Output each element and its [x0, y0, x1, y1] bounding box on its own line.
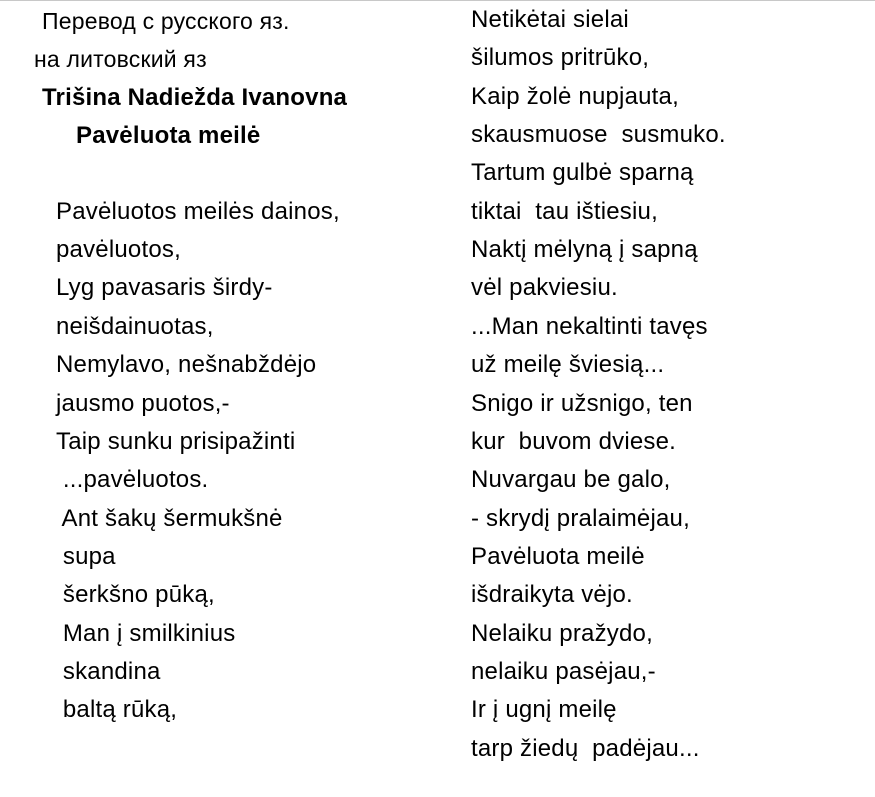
left-line-5: Nemylavo, nešnabždėjo	[56, 351, 317, 378]
right-line-15: Pavėluota meilė	[471, 543, 645, 570]
left-line-6: jausmo puotos,-	[56, 390, 230, 417]
translation-note-line-1: Перевод с русского яз.	[42, 8, 290, 34]
right-line-19: Ir į ugnį meilę	[471, 696, 617, 723]
right-line-10: už meilę šviesią...	[471, 351, 665, 378]
right-line-11: Snigo ir užsnigo, ten	[471, 390, 693, 417]
right-line-8: vėl pakviesiu.	[471, 274, 618, 301]
right-line-4: skausmuose susmuko.	[471, 121, 726, 148]
left-line-12: Man į smilkinius	[56, 620, 236, 647]
left-line-9: Ant šakų šermukšnė	[56, 505, 283, 532]
left-line-4: neišdainuotas,	[56, 313, 214, 340]
right-line-20: tarp žiedų padėjau...	[471, 735, 700, 762]
right-line-7: Naktį mėlyną į sapną	[471, 236, 698, 263]
right-line-18: nelaiku pasėjau,-	[471, 658, 656, 685]
right-line-13: Nuvargau be galo,	[471, 466, 671, 493]
right-line-1: Netikėtai sielai	[471, 6, 629, 33]
right-line-12: kur buvom dviese.	[471, 428, 677, 455]
left-line-7: Taip sunku prisipažinti	[56, 428, 296, 455]
poem-title: Pavėluota meilė	[76, 122, 261, 149]
translation-note-line-2: на литовский яз	[34, 46, 207, 72]
left-line-11: šerkšno pūką,	[56, 581, 215, 608]
left-line-13: skandina	[56, 658, 161, 685]
right-line-14: - skrydį pralaimėjau,	[471, 505, 690, 532]
right-line-5: Tartum gulbė sparną	[471, 159, 694, 186]
right-line-16: išdraikyta vėjo.	[471, 581, 633, 608]
left-line-14: baltą rūką,	[56, 696, 178, 723]
right-line-6: tiktai tau ištiesiu,	[471, 198, 658, 225]
left-line-1: Pavėluotos meilės dainos,	[56, 198, 340, 225]
right-line-9: ...Man nekaltinti tavęs	[471, 313, 708, 340]
left-line-8: ...pavėluotos.	[56, 466, 209, 493]
top-rule	[0, 0, 875, 1]
left-line-3: Lyg pavasaris širdy-	[56, 274, 273, 301]
right-line-2: šilumos pritrūko,	[471, 44, 650, 71]
right-line-3: Kaip žolė nupjauta,	[471, 83, 679, 110]
poem-author: Trišina Nadiežda Ivanovna	[42, 84, 348, 111]
right-line-17: Nelaiku pražydo,	[471, 620, 653, 647]
left-line-10: supa	[56, 543, 116, 570]
left-line-2: pavėluotos,	[56, 236, 181, 263]
